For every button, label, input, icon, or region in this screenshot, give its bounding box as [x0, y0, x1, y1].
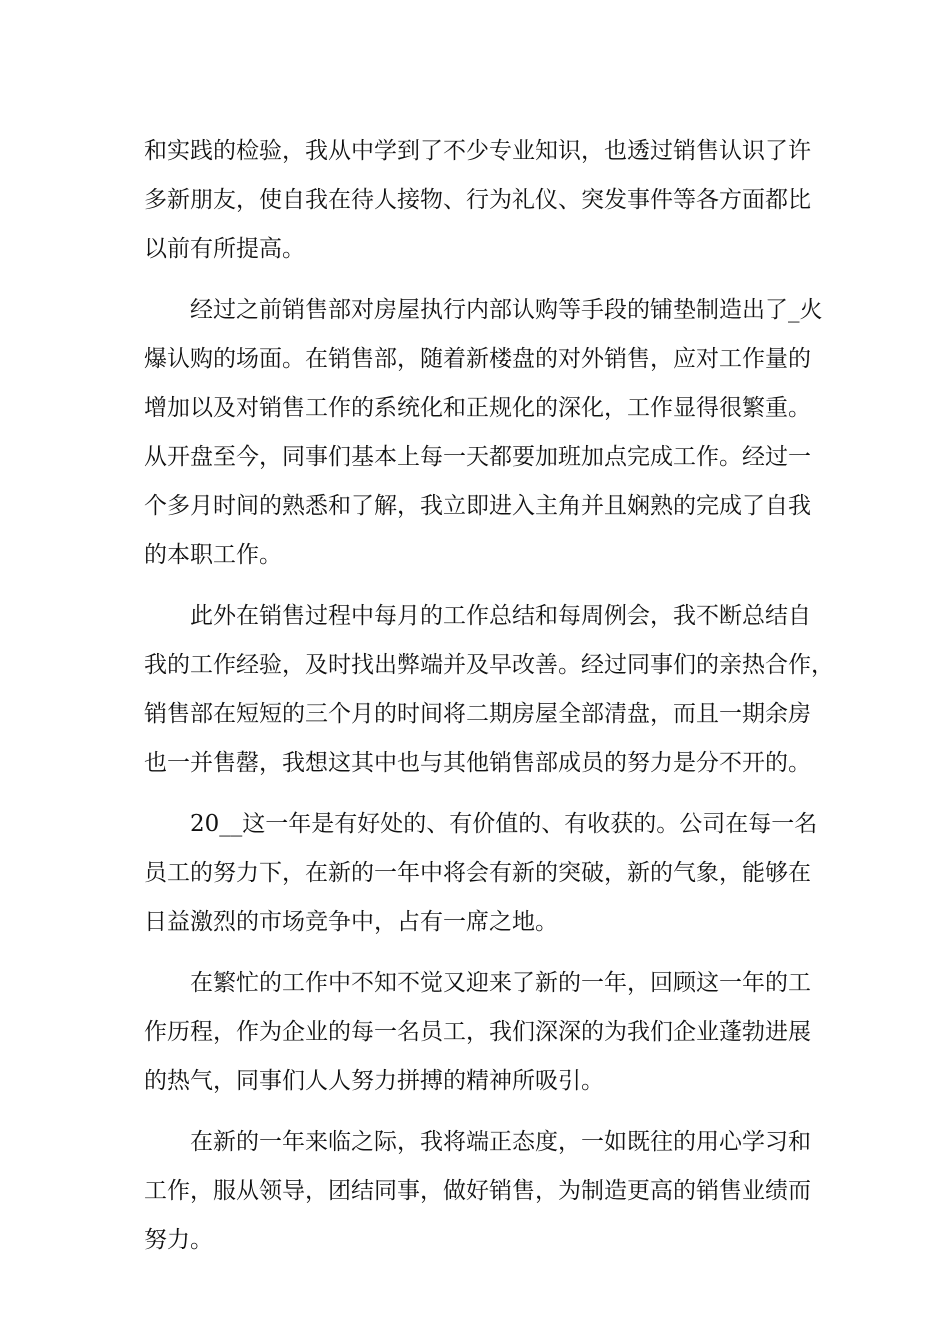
text-line: 销售部在短短的三个月的时间将二期房屋全部清盘，而且一期余房 [144, 701, 811, 727]
paragraph-5 [144, 959, 816, 1106]
text-line: 努力。 [144, 1227, 213, 1253]
text-line: 在新的一年来临之际，我将端正态度，一如既往的用心学习和 [144, 1129, 811, 1155]
paragraph-2 [144, 286, 823, 580]
paragraph-3 [144, 592, 834, 788]
text-line: 多新朋友，使自我在待人接物、行为礼仪、突发事件等各方面都比 [144, 187, 811, 213]
text-line: 的本职工作。 [144, 542, 282, 568]
text-line: 在繁忙的工作中不知不觉又迎来了新的一年，回顾这一年的工 [144, 970, 811, 996]
paragraph-4 [144, 800, 816, 947]
text-line: 工作，服从领导，团结同事，做好销售，为制造更高的销售业绩而 [144, 1178, 811, 1204]
text-line: 日益激烈的市场竞争中，占有一席之地。 [144, 909, 558, 935]
text-line: 20__这一年是有好处的、有价值的、有收获的。公司在每一名 [144, 811, 818, 837]
document-body [144, 127, 834, 1265]
paragraph-1 [144, 127, 816, 274]
text-line: 个多月时间的熟悉和了解，我立即进入主角并且娴熟的完成了自我 [144, 493, 811, 519]
text-line: 增加以及对销售工作的系统化和正规化的深化，工作显得很繁重。 [144, 395, 811, 421]
text-line: 的热气，同事们人人努力拼搏的精神所吸引。 [144, 1068, 604, 1094]
text-line: 我的工作经验，及时找出弊端并及早改善。经过同事们的亲热合作， [144, 652, 834, 678]
text-line: 此外在销售过程中每月的工作总结和每周例会，我不断总结自 [144, 603, 811, 629]
text-line: 爆认购的场面。在销售部，随着新楼盘的对外销售，应对工作量的 [144, 346, 811, 372]
text-line: 员工的努力下，在新的一年中将会有新的突破，新的气象，能够在 [144, 860, 811, 886]
text-line: 也一并售罄，我想这其中也与其他销售部成员的努力是分不开的。 [144, 750, 811, 776]
text-line: 以前有所提高。 [144, 236, 305, 262]
text-line: 从开盘至今，同事们基本上每一天都要加班加点完成工作。经过一 [144, 444, 811, 470]
text-line: 经过之前销售部对房屋执行内部认购等手段的铺垫制造出了_火 [144, 297, 823, 323]
paragraph-6 [144, 1118, 816, 1265]
text-line: 作历程，作为企业的每一名员工，我们深深的为我们企业蓬勃进展 [144, 1019, 811, 1045]
text-line: 和实践的检验，我从中学到了不少专业知识，也透过销售认识了许 [144, 138, 811, 164]
